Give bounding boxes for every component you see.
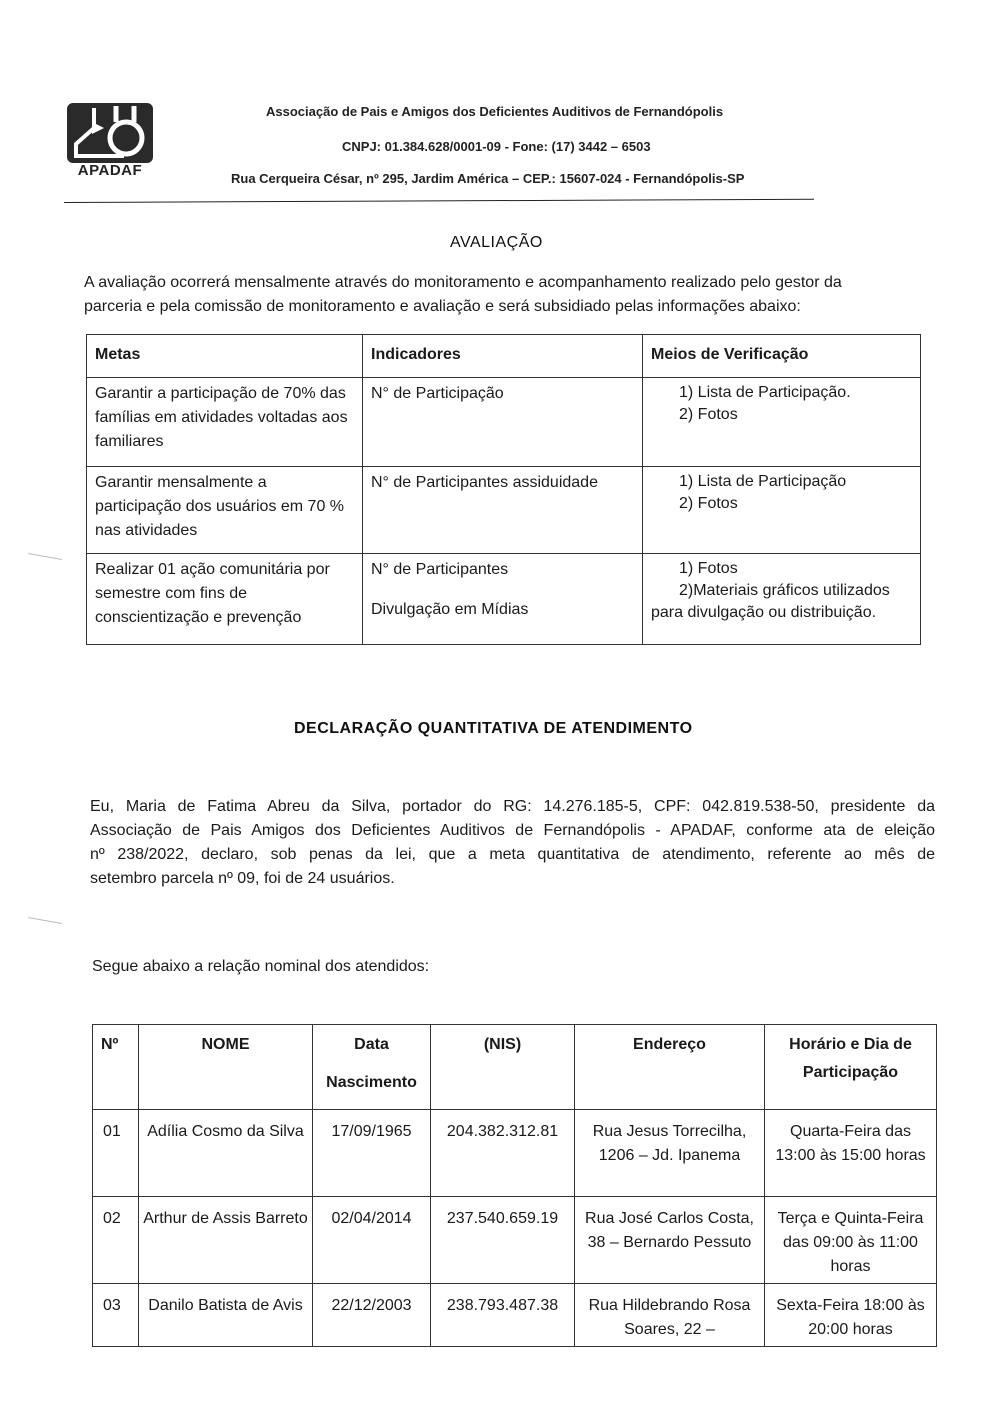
meios-cell	[643, 467, 921, 554]
table-row	[93, 1197, 937, 1284]
col-header-data-line: Data	[354, 1036, 389, 1053]
table-row	[93, 1284, 937, 1347]
cell-nome	[139, 1284, 313, 1347]
table-row	[87, 378, 921, 467]
atendidos-table	[92, 1024, 937, 1347]
cell-data: 22/12/2003	[313, 1284, 431, 1347]
col-header-endereco: Endereço	[575, 1025, 765, 1110]
intro-line: A avaliação ocorrerá mensalmente através do monitoramento e acompanhamento realizado pelo gestor da	[84, 274, 842, 291]
col-header-horario-line: Participação	[802, 1064, 899, 1081]
col-header-data	[313, 1025, 431, 1110]
cell-nis: 237.540.659.19	[431, 1197, 575, 1284]
indicador-line: N° de Participantes	[371, 561, 509, 578]
section-title-avaliacao: AVALIAÇÃO	[450, 234, 543, 251]
header-divider	[64, 199, 814, 203]
cell-nis: 204.382.312.81	[431, 1110, 575, 1197]
col-header-meios: Meios de Verificação	[643, 335, 921, 378]
avaliacao-intro	[84, 271, 929, 319]
meta-cell: Garantir a participação de 70% das famílias em atividades voltadas aos familiares	[87, 378, 363, 467]
meio-item: 2)Materiais gráficos utilizados	[679, 582, 890, 599]
metas-table	[86, 334, 921, 645]
meio-item: para divulgação ou distribuição.	[651, 604, 877, 621]
col-header-nome: NOME	[139, 1025, 313, 1110]
meio-item: 1) Lista de Participação	[679, 473, 847, 490]
cell-endereco	[575, 1284, 765, 1347]
indicador-cell	[363, 554, 643, 645]
declaracao-line: Eu, Maria de Fatima Abreu da Silva, portador do RG: 14.276.185-5, CPF: 042.819.538-50, presidente da	[90, 798, 935, 815]
scan-mark	[28, 917, 62, 924]
cell-data: 02/04/2014	[313, 1197, 431, 1284]
indicador-cell	[363, 467, 643, 554]
col-header-data-line: Nascimento	[326, 1074, 417, 1091]
col-header-nis: (NIS)	[431, 1025, 575, 1110]
declaracao-line: nº 238/2022, declaro, sob penas da lei, que a meta quantitativa de atendimento, referente ao mês de	[90, 846, 935, 863]
cell-num: 02	[93, 1197, 139, 1284]
address: Rua Cerqueira César, nº 295, Jardim América – CEP.: 15607-024 - Fernandópolis-SP	[231, 171, 745, 186]
cell-num: 03	[93, 1284, 139, 1347]
ear-logo-icon	[64, 100, 156, 166]
declaracao-line: setembro parcela nº 09, foi de 24 usuários.	[90, 870, 395, 887]
cell-endereco: Rua Jesus Torrecilha, 1206 – Jd. Ipanema	[575, 1110, 765, 1197]
meta-cell: Garantir mensalmente a participação dos usuários em 70 % nas atividades	[87, 467, 363, 554]
intro-line: parceria e pela comissão de monitoramento e avaliação e será subsidiado pelas informações abaixo:	[84, 298, 801, 315]
cell-data: 17/09/1965	[313, 1110, 431, 1197]
relacao-label: Segue abaixo a relação nominal dos atendidos:	[92, 958, 430, 975]
indicador-line: N° de Participantes assiduidade	[371, 474, 598, 491]
cell-nome: Adília Cosmo da Silva	[139, 1110, 313, 1197]
association-name: Associação de Pais e Amigos dos Deficientes Auditivos de Fernandópolis	[266, 104, 724, 119]
indicador-line: Divulgação em Mídias	[371, 601, 529, 618]
meio-item: 1) Fotos	[679, 560, 738, 577]
meio-item: 2) Fotos	[679, 406, 738, 423]
table-row	[87, 467, 921, 554]
col-header-num: Nº	[93, 1025, 139, 1110]
meio-item: 1) Lista de Participação.	[679, 384, 851, 401]
meta-cell: Realizar 01 ação comunitária por semestre com fins de conscientização e prevenção	[87, 554, 363, 645]
cell-endereco: Rua José Carlos Costa, 38 – Bernardo Pessuto	[575, 1197, 765, 1284]
cell-nome-text: Danilo Batista de Avis	[148, 1297, 303, 1314]
cell-horario-text: Sexta-Feira 18:00 às 20:00 horas	[776, 1297, 925, 1338]
cell-endereco-text: Rua Hildebrando Rosa Soares, 22 –	[588, 1297, 751, 1338]
scan-mark	[28, 553, 62, 560]
cell-horario: Quarta-Feira das 13:00 às 15:00 horas	[765, 1110, 937, 1197]
cell-nis: 238.793.487.38	[431, 1284, 575, 1347]
meio-item: 2) Fotos	[679, 495, 738, 512]
cell-nome: Arthur de Assis Barreto	[139, 1197, 313, 1284]
cell-horario: Terça e Quinta-Feira das 09:00 às 11:00 horas	[765, 1197, 937, 1284]
meios-cell	[643, 554, 921, 645]
indicador-cell	[363, 378, 643, 467]
col-header-horario-line: Horário e Dia de	[789, 1036, 912, 1053]
cell-horario	[765, 1284, 937, 1347]
declaracao-line: Associação de Pais Amigos dos Deficientes Auditivos de Fernandópolis - APADAF, conforme ata de eleição	[90, 822, 935, 839]
col-header-metas: Metas	[87, 335, 363, 378]
indicador-line: N° de Participação	[371, 385, 504, 402]
col-header-horario	[765, 1025, 937, 1110]
section-title-declaracao: DECLARAÇÃO QUANTITATIVA DE ATENDIMENTO	[294, 720, 693, 737]
col-header-indicadores: Indicadores	[363, 335, 643, 378]
table-row	[87, 554, 921, 645]
meios-cell	[643, 378, 921, 467]
cnpj-phone: CNPJ: 01.384.628/0001-09 - Fone: (17) 3442 – 6503	[342, 139, 651, 154]
logo-text: APADAF	[77, 162, 143, 179]
declaracao-text	[90, 795, 935, 891]
table-row	[93, 1110, 937, 1197]
cell-num: 01	[93, 1110, 139, 1197]
